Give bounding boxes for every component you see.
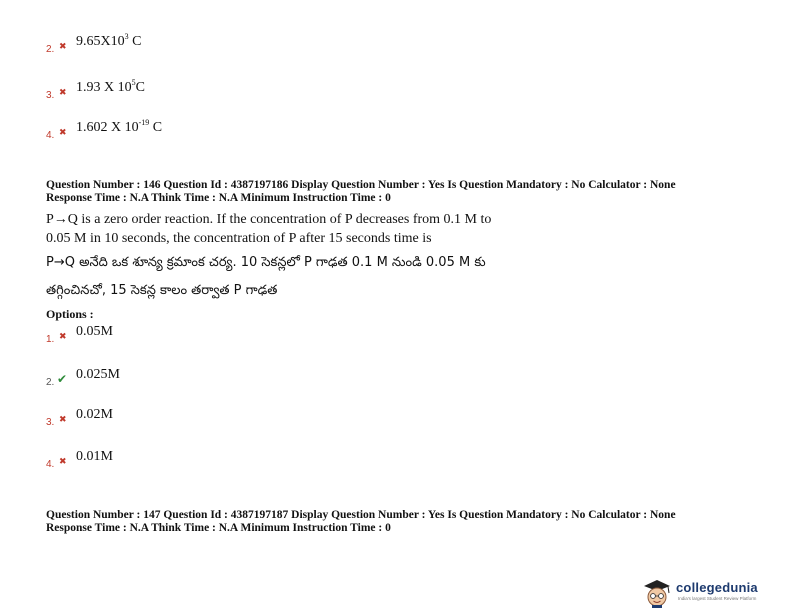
check-icon: ✔ bbox=[57, 372, 68, 386]
option-text: 0.01M bbox=[76, 449, 113, 464]
logo-tagline: India's largest Student Review Platform bbox=[678, 596, 757, 601]
option-text: 0.05M bbox=[76, 324, 113, 339]
option-number: 3. bbox=[46, 417, 55, 428]
question-header: Question Number : 147 Question Id : 4387197187 Display Question Number : Yes Is Question Mandatory : No Calculator : None bbox=[46, 509, 676, 521]
cross-icon: ✖ bbox=[59, 88, 67, 98]
question-timing: Response Time : N.A Think Time : N.A Minimum Instruction Time : 0 bbox=[46, 522, 391, 534]
options-label: Options : bbox=[46, 307, 94, 321]
question-text-telugu: P→Q అనేది ఒక శూన్య క్రమాంక చర్య. 10 సెకన్లలో P గాఢత 0.1 M నుండి 0.05 M కు bbox=[46, 255, 486, 270]
cross-icon: ✖ bbox=[59, 128, 67, 138]
cross-icon: ✖ bbox=[59, 42, 67, 52]
option-number: 1. bbox=[46, 334, 55, 345]
option-text: 1.93 X $10^5C$ bbox=[76, 78, 145, 95]
option-text: 0.02M bbox=[76, 407, 113, 422]
option-number: 4. bbox=[46, 130, 55, 141]
question-header: Question Number : 146 Question Id : 4387197186 Display Question Number : Yes Is Question Mandatory : No Calculator : None bbox=[46, 179, 676, 191]
mascot-icon bbox=[640, 578, 674, 608]
option-number: 2. bbox=[46, 377, 55, 388]
logo-name: collegedunia bbox=[676, 580, 758, 595]
option-number: 2. bbox=[46, 44, 55, 55]
collegedunia-logo bbox=[640, 578, 788, 608]
option-number: 3. bbox=[46, 90, 55, 101]
option-text: $9.65X10^3$ C bbox=[76, 32, 142, 49]
option-number: 4. bbox=[46, 459, 55, 470]
question-text-line: P→Q is a zero order reaction. If the concentration of P decreases from 0.1 M to bbox=[46, 212, 492, 227]
cross-icon: ✖ bbox=[59, 415, 67, 425]
question-text-telugu: తగ్గించినచో, 15 సెకన్ల కాలం తర్వాత P గాఢత bbox=[46, 283, 278, 298]
cross-icon: ✖ bbox=[59, 457, 67, 467]
question-text-line: 0.05 M in 10 seconds, the concentration of P after 15 seconds time is bbox=[46, 231, 432, 246]
option-text: 1.602 X $10^{-19}$ C bbox=[76, 118, 163, 135]
option-text: 0.025M bbox=[76, 367, 120, 382]
cross-icon: ✖ bbox=[59, 332, 67, 342]
question-timing: Response Time : N.A Think Time : N.A Minimum Instruction Time : 0 bbox=[46, 192, 391, 204]
